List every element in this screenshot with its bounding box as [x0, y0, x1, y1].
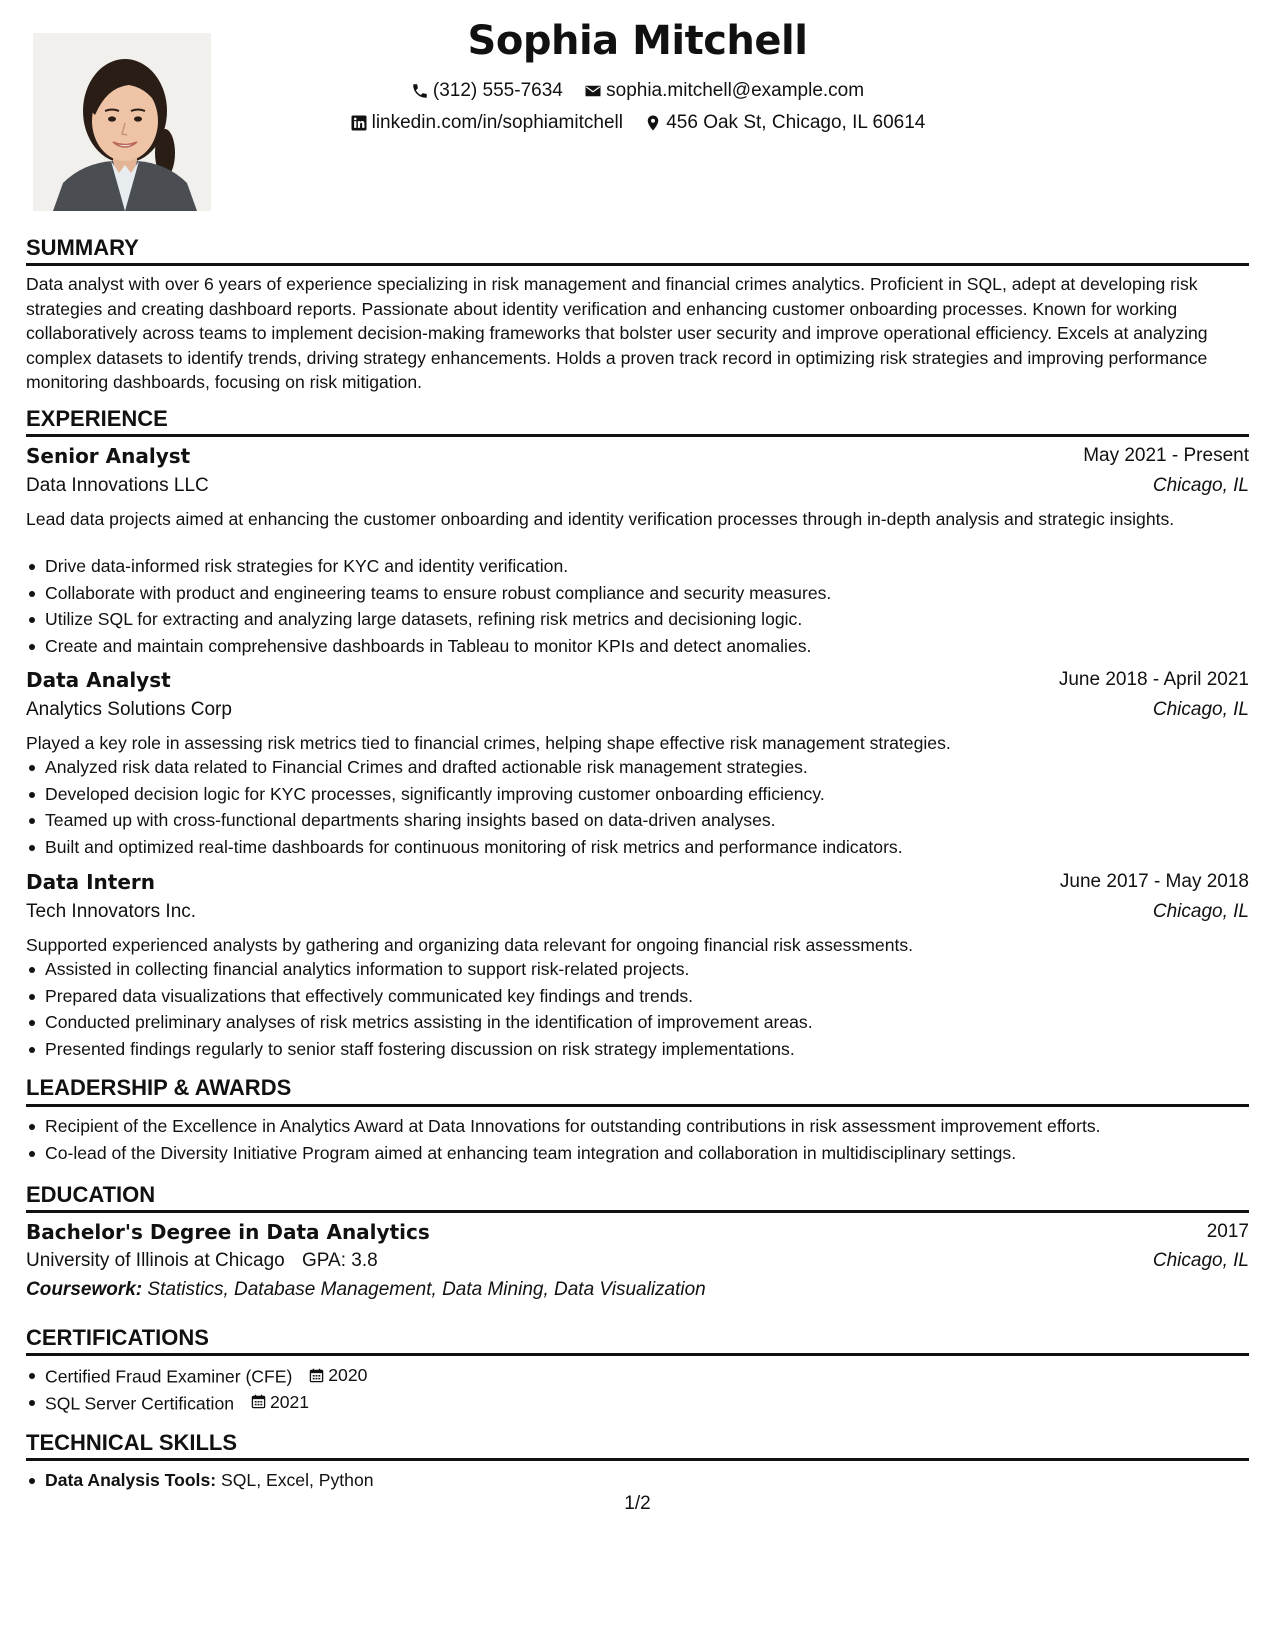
gpa: GPA: 3.8 — [302, 1250, 378, 1271]
phone-icon — [411, 82, 429, 100]
envelope-icon — [584, 82, 602, 100]
contact-phone[interactable] — [411, 80, 563, 102]
section-divider — [26, 1104, 1249, 1107]
job-location: Chicago, IL — [1152, 699, 1249, 720]
section-title-skills: TECHNICAL SKILLS — [26, 1430, 238, 1455]
list-item: Assisted in collecting financial analytics information to support risk-related projects. — [26, 956, 1249, 983]
degree-title: Bachelor's Degree in Data Analytics — [26, 1220, 430, 1244]
linkedin-icon — [350, 114, 368, 132]
job-dates: June 2018 - April 2021 — [1058, 669, 1249, 690]
list-item — [26, 1389, 1249, 1416]
map-pin-icon — [644, 114, 662, 132]
section-divider — [26, 1210, 1249, 1213]
section-divider — [26, 1353, 1249, 1356]
certification-year: 2021 — [269, 1391, 310, 1412]
skills-list — [26, 1467, 1249, 1494]
list-item: Recipient of the Excellence in Analytics Award at Data Innovations for outstanding contributions in risk assessment improvement efforts. — [26, 1113, 1249, 1140]
school-location: Chicago, IL — [1152, 1250, 1249, 1271]
contact-linkedin[interactable] — [350, 112, 623, 134]
certification-year: 2020 — [328, 1365, 368, 1385]
leadership-list — [26, 1113, 1249, 1166]
summary-text: Data analyst with over 6 years of experience specializing in risk management and financial crimes analytics. Proficient in SQL, adept at developing risk strategies and creating dashboard reports. Passionate about identity verification and enhancing customer onboarding processes. Known for working collaboratively across teams to implement decision-making frameworks that bolster user security and improve operational efficiency. Excels at analyzing complex datasets to identify trends, driving strategy enhancements. Holds a proven track record in optimizing risk strategies and improving performance monitoring dashboards, focusing on risk mitigation. — [26, 274, 1208, 393]
phone-number: (312) 555-7634 — [432, 80, 563, 101]
contact-email[interactable] — [584, 80, 864, 102]
email-address: sophia.mitchell@example.com — [606, 80, 865, 101]
section-title-certifications: CERTIFICATIONS — [26, 1325, 209, 1350]
section-title-leadership: LEADERSHIP & AWARDS — [26, 1075, 292, 1100]
list-item — [26, 1467, 1249, 1494]
job-title: Data Analyst — [26, 668, 171, 692]
contact-row-primary — [0, 80, 1275, 106]
job-description: Played a key role in assessing risk metrics tied to financial crimes, helping shape effective risk management strategies. — [26, 733, 951, 753]
list-item — [26, 1362, 1249, 1389]
school-line — [26, 1250, 378, 1272]
section-divider — [26, 434, 1249, 437]
calendar-icon — [251, 1394, 266, 1409]
job-bullets — [26, 553, 1249, 659]
job-location: Chicago, IL — [1152, 475, 1249, 496]
coursework-list: Statistics, Database Management, Data Mining, Data Visualization — [147, 1279, 706, 1300]
certification-name: SQL Server Certification — [45, 1393, 235, 1414]
list-item: Create and maintain comprehensive dashboards in Tableau to monitor KPIs and detect anomalies. — [26, 633, 1249, 660]
section-title-experience: EXPERIENCE — [26, 406, 168, 431]
list-item: Utilize SQL for extracting and analyzing large datasets, refining risk metrics and decisioning logic. — [26, 606, 1249, 633]
list-item: Drive data-informed risk strategies for KYC and identity verification. — [26, 553, 1249, 580]
list-item: Co-lead of the Diversity Initiative Program aimed at enhancing team integration and collaboration in multidisciplinary settings. — [26, 1140, 1249, 1167]
section-divider — [26, 263, 1249, 266]
skill-values: SQL, Excel, Python — [220, 1470, 374, 1490]
job-company: Analytics Solutions Corp — [26, 699, 232, 720]
candidate-name: Sophia Mitchell — [467, 18, 808, 64]
certification-date — [251, 1389, 309, 1415]
contact-row-secondary — [0, 112, 1275, 138]
contact-address — [644, 112, 925, 134]
job-dates: June 2017 - May 2018 — [1059, 871, 1249, 892]
list-item: Analyzed risk data related to Financial Crimes and drafted actionable risk management strategies. — [26, 754, 1249, 781]
job-company: Tech Innovators Inc. — [26, 901, 197, 922]
job-bullets — [26, 754, 1249, 860]
graduation-year: 2017 — [1206, 1221, 1249, 1242]
calendar-icon — [309, 1368, 324, 1383]
list-item: Teamed up with cross-functional departments sharing insights based on data-driven analyses. — [26, 807, 1249, 834]
job-title: Data Intern — [26, 870, 156, 894]
list-item: Prepared data visualizations that effectively communicated key findings and trends. — [26, 983, 1249, 1010]
section-divider — [26, 1458, 1249, 1461]
job-company: Data Innovations LLC — [26, 475, 209, 496]
street-address: 456 Oak St, Chicago, IL 60614 — [666, 112, 926, 133]
job-bullets — [26, 956, 1249, 1062]
coursework-label: Coursework: — [26, 1279, 143, 1300]
job-dates: May 2021 - Present — [1083, 445, 1249, 466]
certifications-list — [26, 1362, 1249, 1415]
school-name: University of Illinois at Chicago — [26, 1250, 285, 1271]
skill-category: Data Analysis Tools: — [45, 1470, 217, 1490]
page-number: 1/2 — [624, 1493, 651, 1514]
job-description: Lead data projects aimed at enhancing the customer onboarding and identity verification processes through in-depth analysis and strategic insights. — [26, 509, 1175, 529]
coursework-line — [26, 1279, 706, 1301]
list-item: Collaborate with product and engineering teams to ensure robust compliance and security measures. — [26, 580, 1249, 607]
linkedin-url: linkedin.com/in/sophiamitchell — [371, 112, 623, 133]
list-item: Developed decision logic for KYC processes, significantly improving customer onboarding efficiency. — [26, 781, 1249, 808]
list-item: Built and optimized real-time dashboards for continuous monitoring of risk metrics and performance indicators. — [26, 834, 1249, 861]
list-item: Presented findings regularly to senior staff fostering discussion on risk strategy implementations. — [26, 1036, 1249, 1063]
job-title: Senior Analyst — [26, 444, 191, 468]
job-location: Chicago, IL — [1152, 901, 1249, 922]
certification-date — [309, 1362, 367, 1388]
section-title-education: EDUCATION — [26, 1182, 156, 1207]
section-title-summary: SUMMARY — [26, 235, 139, 260]
job-description: Supported experienced analysts by gathering and organizing data relevant for ongoing financial risk assessments. — [26, 935, 914, 955]
list-item: Conducted preliminary analyses of risk metrics assisting in the identification of improvement areas. — [26, 1009, 1249, 1036]
certification-name: Certified Fraud Examiner (CFE) — [45, 1366, 293, 1387]
